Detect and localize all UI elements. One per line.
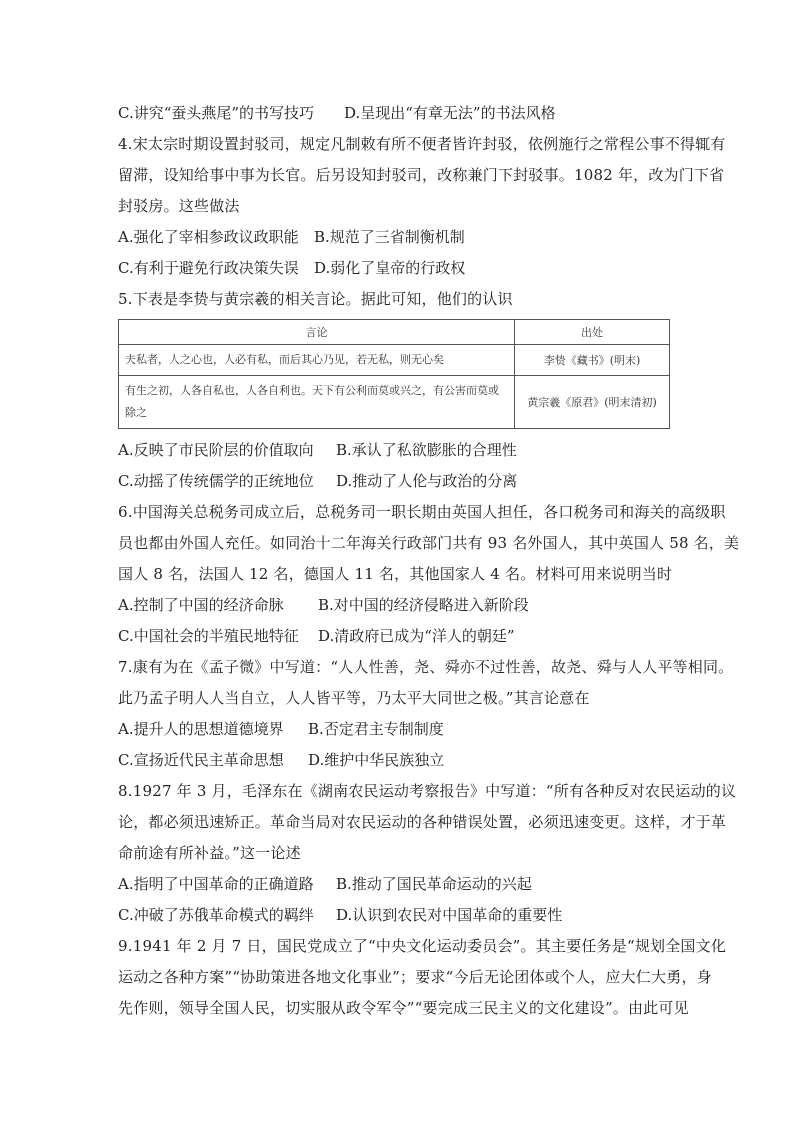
options-row [118, 222, 680, 253]
option-a: A.提升人的思想道德境界 [118, 720, 284, 738]
table-row [119, 376, 670, 429]
option-a: A.强化了宰相参政议政职能 [118, 228, 299, 246]
option-c: C.宣扬近代民主革命思想 [118, 751, 284, 769]
table-header-row [119, 320, 670, 345]
question-5 [118, 284, 680, 497]
options-row [118, 253, 680, 284]
option-d: D.呈现出“有章无法”的书法风格 [344, 104, 556, 122]
question-stem-line: 5.下表是李贽与黄宗羲的相关言论。据此可知，他们的认识 [118, 290, 513, 308]
table-cell-quote: 夫私者，人之心也，人必有私，而后其心乃见，若无私，则无心矣 [119, 345, 515, 376]
option-b: B.规范了三省制衡机制 [314, 228, 465, 246]
option-d: D.维护中华民族独立 [308, 751, 445, 769]
option-d: D.清政府已成为“洋人的朝廷” [318, 627, 515, 645]
table-cell-quote: 有生之初，人各自私也，人各自利也。天下有公利而莫或兴之，有公害而莫或除之 [119, 376, 515, 429]
options-row [118, 714, 680, 745]
exam-page-content [118, 98, 740, 1024]
table-cell-source: 黄宗羲《原君》(明末清初) [515, 376, 670, 429]
question-stem-line: 国人 8 名，法国人 12 名，德国人 11 名，其他国家人 4 名。材料可用来说明当时 [118, 565, 673, 583]
question-stem-line: 6.中国海关总税务司成立后，总税务司一职长期由英国人担任，各口税务司和海关的高级职 [118, 503, 726, 521]
option-a: A.指明了中国革命的正确道路 [118, 875, 314, 893]
question-stem-line: 封驳房。这些做法 [118, 197, 240, 215]
options-row [118, 621, 680, 652]
table-cell-source: 李贽《藏书》(明末) [515, 345, 670, 376]
question-6 [118, 497, 740, 652]
option-a: A.控制了中国的经济命脉 [118, 596, 284, 614]
question-stem-line: 命前途有所补益。”这一论述 [118, 844, 301, 862]
options-row [118, 900, 680, 931]
question-3-options-row [118, 98, 680, 129]
question-stem-line: 此乃孟子明人人当自立，人人皆平等，乃太平大同世之极。”其言论意在 [118, 689, 590, 707]
question-stem-line: 论，都必须迅速矫正。革命当局对农民运动的各种错误处置，必须迅速变更。这样，才于革 [118, 813, 727, 831]
option-c: C.冲破了苏俄革命模式的羁绊 [118, 906, 314, 924]
option-c: C.讲究“蚕头燕尾”的书写技巧 [118, 104, 315, 122]
option-d: D.弱化了皇帝的行政权 [314, 259, 466, 277]
option-b: B.承认了私欲膨胀的合理性 [336, 441, 517, 459]
table-row [119, 345, 670, 376]
option-a: A.反映了市民阶层的价值取向 [118, 441, 314, 459]
question-stem-line: 运动之各种方案”“协助策进各地文化事业”；要求“今后无论团体或个人，应大仁大勇，身 [118, 968, 712, 986]
option-c: C.动摇了传统儒学的正统地位 [118, 472, 314, 490]
option-c: C.中国社会的半殖民地特征 [118, 627, 299, 645]
question-stem-line: 留滞，设知给事中事为长官。后另设知封驳司，改称兼门下封驳事。1082 年，改为门下省 [118, 166, 725, 184]
question-stem-line: 9.1941 年 2 月 7 日，国民党成立了“中央文化运动委员会”。其主要任务是“规划全国文化 [118, 937, 727, 955]
question-7 [118, 652, 734, 776]
option-b: B.否定君主专制制度 [308, 720, 444, 738]
options-row [118, 590, 680, 621]
options-row [118, 869, 680, 900]
question-stem-line: 员也都由外国人充任。如同治十二年海关行政部门共有 93 名外国人，其中英国人 58 名，美 [118, 534, 740, 552]
options-row [118, 745, 680, 776]
question-stem-line: 4.宋太宗时期设置封驳司，规定凡制敕有所不便者皆许封驳，依例施行之常程公事不得辄有 [118, 135, 726, 153]
option-b: B.推动了国民革命运动的兴起 [336, 875, 532, 893]
option-b: B.对中国的经济侵略进入新阶段 [318, 596, 529, 614]
quote-table [118, 319, 670, 429]
option-d: D.认识到农民对中国革命的重要性 [336, 906, 563, 924]
question-stem-line: 8.1927 年 3 月，毛泽东在《湖南农民运动考察报告》中写道：“所有各种反对农民运动的议 [118, 782, 737, 800]
table-header-quote: 言论 [119, 320, 515, 345]
question-9 [118, 931, 727, 1024]
options-row [118, 435, 680, 466]
option-d: D.推动了人伦与政治的分离 [336, 472, 518, 490]
table-header-source: 出处 [515, 320, 670, 345]
option-c: C.有利于避免行政决策失误 [118, 259, 299, 277]
question-4 [118, 129, 726, 284]
options-row [118, 466, 680, 497]
question-8 [118, 776, 737, 931]
question-stem-line: 先作则，领导全国人民，切实服从政令军令”“要完成三民主义的文化建设”。由此可见 [118, 999, 689, 1017]
question-stem-line: 7.康有为在《孟子微》中写道：“人人性善，尧、舜亦不过性善，故尧、舜与人人平等相同。 [118, 658, 734, 676]
